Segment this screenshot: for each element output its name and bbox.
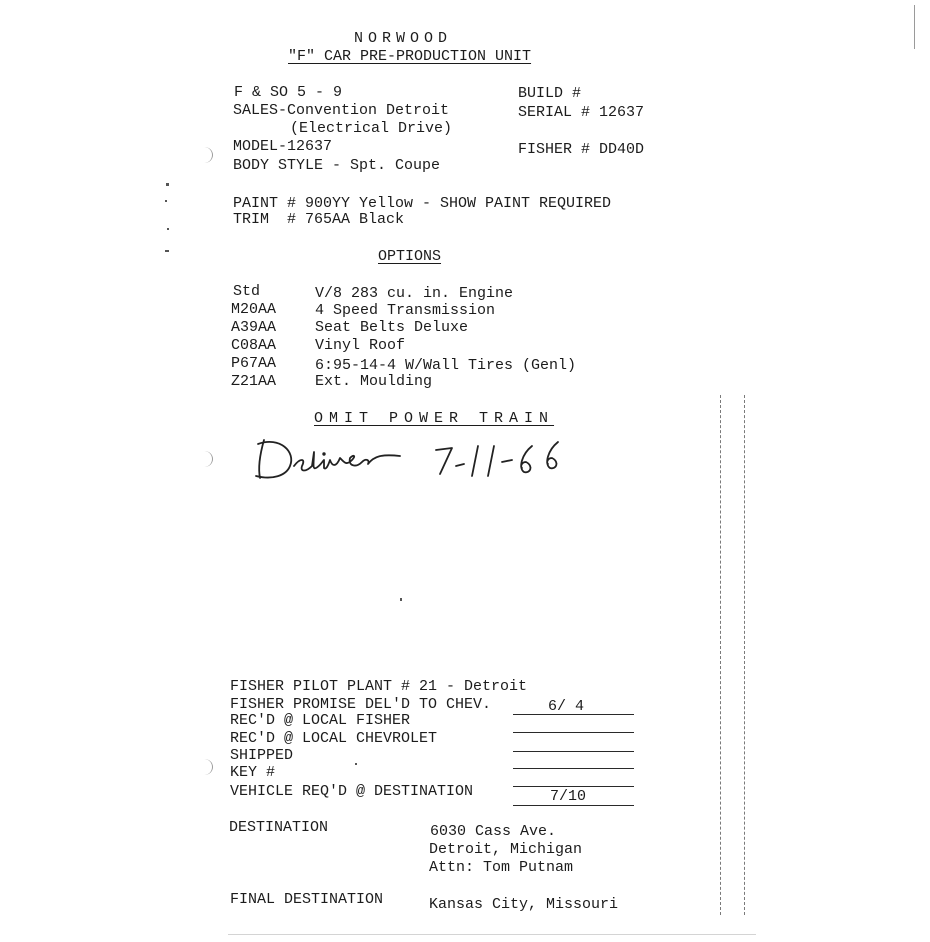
option-description: Seat Belts Deluxe xyxy=(315,319,469,336)
destination-label: DESTINATION xyxy=(229,819,329,836)
scan-speck xyxy=(165,250,169,252)
paper-edge-top-right xyxy=(914,5,915,49)
document-subtitle: "F" CAR PRE-PRODUCTION UNIT xyxy=(288,48,532,65)
option-description: 6:95-14-4 W/Wall Tires (Genl) xyxy=(315,357,577,374)
option-description: Ext. Moulding xyxy=(315,373,433,390)
option-code: P67AA xyxy=(231,355,277,372)
sales-line: SALES-Convention Detroit xyxy=(233,102,450,119)
punch-hole-top xyxy=(196,147,213,163)
vehicle-reqd-blank xyxy=(513,805,634,806)
destination-line: Detroit, Michigan xyxy=(429,841,583,858)
fisher-promise-blank xyxy=(513,714,634,715)
scan-speck xyxy=(355,763,357,765)
scan-speck xyxy=(167,228,169,230)
recd-local-chevrolet-blank xyxy=(513,751,634,752)
punch-hole-middle xyxy=(196,451,213,467)
paper-edge-right-outer xyxy=(744,395,745,915)
vehicle-reqd-value: 7/10 xyxy=(550,788,587,805)
fso-line: F & SO 5 - 9 xyxy=(234,84,343,101)
paint-line: PAINT # 900YY Yellow - SHOW PAINT REQUIRED xyxy=(233,195,612,212)
omit-power-train: OMIT POWER TRAIN xyxy=(314,410,555,427)
options-heading: OPTIONS xyxy=(378,248,442,265)
option-description: 4 Speed Transmission xyxy=(315,302,496,319)
trim-line: TRIM # 765AA Black xyxy=(233,211,405,228)
option-code: C08AA xyxy=(231,337,277,354)
final-destination-label: FINAL DESTINATION xyxy=(230,891,384,908)
scan-speck xyxy=(400,598,402,601)
scan-speck xyxy=(166,183,169,186)
option-code: Std xyxy=(233,283,261,300)
fisher-promise-label: FISHER PROMISE DEL'D TO CHEV. xyxy=(230,696,492,713)
option-description: Vinyl Roof xyxy=(315,337,406,354)
key-blank xyxy=(513,786,634,787)
scan-speck xyxy=(165,200,167,202)
option-description: V/8 283 cu. in. Engine xyxy=(315,285,514,302)
model-line: MODEL-12637 xyxy=(233,138,333,155)
company-title: NORWOOD xyxy=(354,30,453,47)
paper-edge-bottom xyxy=(228,934,756,935)
punch-hole-bottom xyxy=(196,759,213,775)
pilot-plant-line: FISHER PILOT PLANT # 21 - Detroit xyxy=(230,678,528,695)
fisher-promise-value: 6/ 4 xyxy=(548,698,585,715)
destination-line: 6030 Cass Ave. xyxy=(430,823,557,840)
serial-number: SERIAL # 12637 xyxy=(518,104,645,121)
handwritten-deliver-note xyxy=(250,432,590,492)
key-label: KEY # xyxy=(230,764,276,781)
option-code: A39AA xyxy=(231,319,277,336)
option-code: Z21AA xyxy=(231,373,277,390)
drive-line: (Electrical Drive) xyxy=(290,120,453,137)
destination-line: Attn: Tom Putnam xyxy=(429,859,574,876)
vehicle-reqd-label: VEHICLE REQ'D @ DESTINATION xyxy=(230,783,474,800)
recd-local-fisher-blank xyxy=(513,732,634,733)
recd-local-fisher-label: REC'D @ LOCAL FISHER xyxy=(230,712,411,729)
body-style-line: BODY STYLE - Spt. Coupe xyxy=(233,157,441,174)
shipped-label: SHIPPED xyxy=(230,747,294,764)
recd-local-chevrolet-label: REC'D @ LOCAL CHEVROLET xyxy=(230,730,438,747)
shipped-blank xyxy=(513,768,634,769)
fisher-number: FISHER # DD40D xyxy=(518,141,645,158)
build-number: BUILD # xyxy=(518,85,582,102)
option-code: M20AA xyxy=(231,301,277,318)
paper-edge-right xyxy=(720,395,721,915)
final-destination-value: Kansas City, Missouri xyxy=(429,896,619,913)
